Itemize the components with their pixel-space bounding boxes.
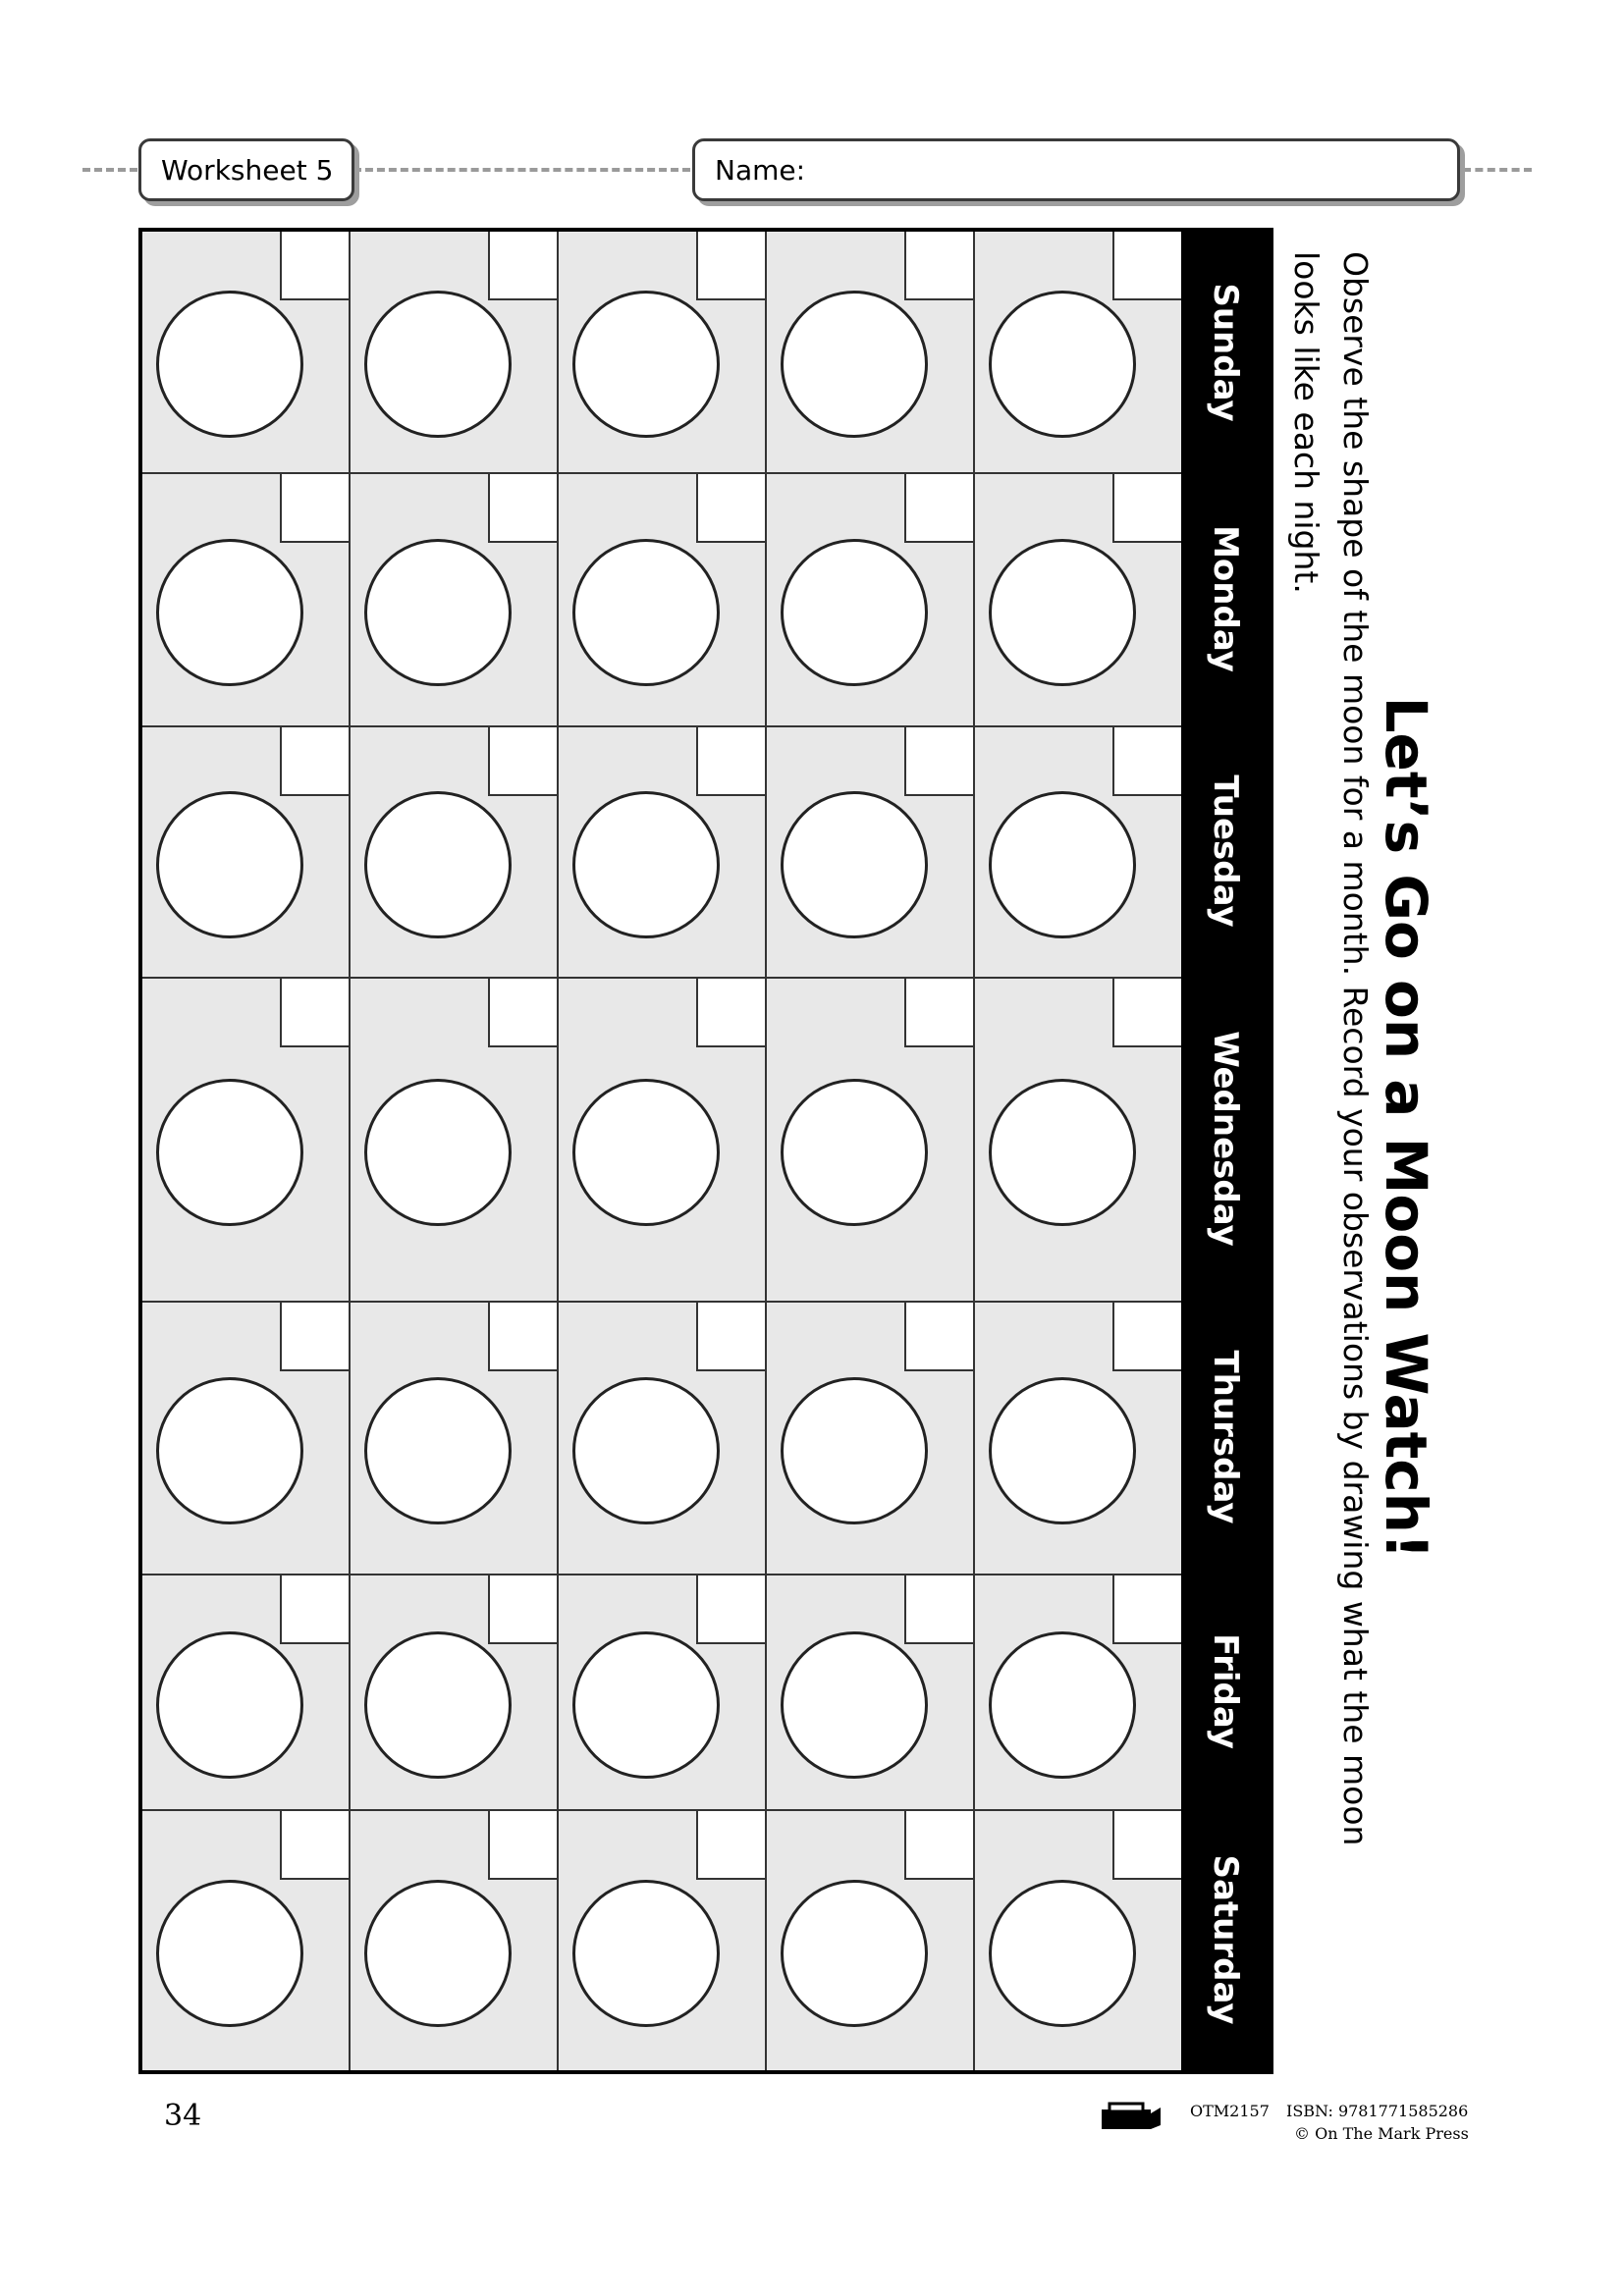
day-label-saturday: Saturday <box>1206 1854 1245 2025</box>
day-label-bar <box>1181 232 1270 2070</box>
moon-cell[interactable] <box>349 727 557 977</box>
moon-cell[interactable] <box>765 232 973 472</box>
day-row-thursday <box>142 1301 1181 1574</box>
moon-cell[interactable] <box>765 1575 973 1809</box>
date-box[interactable] <box>1112 1303 1181 1371</box>
moon-cell[interactable] <box>349 474 557 725</box>
date-box[interactable] <box>1112 979 1181 1047</box>
moon-drawing-circle[interactable] <box>364 791 512 938</box>
moon-cell[interactable] <box>142 232 349 472</box>
moon-cell[interactable] <box>142 1303 349 1574</box>
moon-drawing-circle[interactable] <box>572 291 720 438</box>
moon-drawing-circle[interactable] <box>781 291 928 438</box>
moon-drawing-circle[interactable] <box>989 1880 1136 2027</box>
date-box[interactable] <box>488 727 557 796</box>
moon-calendar-grid <box>138 228 1273 2074</box>
header-dash-left <box>82 168 137 172</box>
moon-drawing-circle[interactable] <box>989 791 1136 938</box>
moon-drawing-circle[interactable] <box>364 539 512 686</box>
moon-drawing-circle[interactable] <box>572 791 720 938</box>
moon-drawing-circle[interactable] <box>781 1079 928 1226</box>
date-box[interactable] <box>1112 232 1181 300</box>
moon-cell[interactable] <box>557 1303 765 1574</box>
moon-drawing-circle[interactable] <box>364 1377 512 1524</box>
date-box[interactable] <box>904 1303 973 1371</box>
date-box[interactable] <box>280 1303 349 1371</box>
moon-drawing-circle[interactable] <box>781 1631 928 1779</box>
moon-cell[interactable] <box>142 1575 349 1809</box>
moon-cell[interactable] <box>349 979 557 1301</box>
day-row-tuesday <box>142 725 1181 977</box>
moon-cell[interactable] <box>349 232 557 472</box>
page-number: 34 <box>164 2099 202 2133</box>
date-box[interactable] <box>696 232 765 300</box>
instructions-line-2: looks like each night. <box>1287 251 1326 594</box>
moon-drawing-circle[interactable] <box>989 291 1136 438</box>
date-box[interactable] <box>904 474 973 543</box>
date-box[interactable] <box>1112 727 1181 796</box>
day-row-wednesday <box>142 977 1181 1301</box>
date-box[interactable] <box>488 232 557 300</box>
moon-cell[interactable] <box>349 1575 557 1809</box>
date-box[interactable] <box>904 232 973 300</box>
date-box[interactable] <box>696 474 765 543</box>
moon-cell[interactable] <box>765 1811 973 2070</box>
worksheet-label-box <box>138 138 354 201</box>
moon-cell[interactable] <box>142 727 349 977</box>
moon-drawing-circle[interactable] <box>781 791 928 938</box>
moon-drawing-circle[interactable] <box>572 539 720 686</box>
moon-drawing-circle[interactable] <box>572 1079 720 1226</box>
moon-cell[interactable] <box>349 1811 557 2070</box>
day-row-monday <box>142 472 1181 725</box>
isbn: ISBN: 9781771585286 <box>1286 2102 1469 2120</box>
date-box[interactable] <box>488 979 557 1047</box>
date-box[interactable] <box>488 1575 557 1644</box>
moon-cell[interactable] <box>557 979 765 1301</box>
moon-cell[interactable] <box>973 979 1181 1301</box>
date-box[interactable] <box>280 1575 349 1644</box>
date-box[interactable] <box>488 474 557 543</box>
date-box[interactable] <box>488 1811 557 1880</box>
day-label-monday: Monday <box>1206 525 1245 672</box>
moon-cell[interactable] <box>973 727 1181 977</box>
date-box[interactable] <box>280 979 349 1047</box>
moon-cell[interactable] <box>765 979 973 1301</box>
date-box[interactable] <box>696 727 765 796</box>
moon-drawing-circle[interactable] <box>572 1631 720 1779</box>
date-box[interactable] <box>1112 1575 1181 1644</box>
worksheet-title: Let’s Go on a Moon Watch! <box>1373 696 1439 1560</box>
date-box[interactable] <box>280 1811 349 1880</box>
date-box[interactable] <box>904 979 973 1047</box>
day-row-friday <box>142 1574 1181 1809</box>
moon-cell[interactable] <box>557 727 765 977</box>
moon-drawing-circle[interactable] <box>989 1631 1136 1779</box>
day-label-sunday: Sunday <box>1206 283 1245 422</box>
moon-cell[interactable] <box>765 474 973 725</box>
moon-drawing-circle[interactable] <box>156 1079 303 1226</box>
moon-cell[interactable] <box>142 1811 349 2070</box>
moon-drawing-circle[interactable] <box>364 1631 512 1779</box>
date-box[interactable] <box>904 727 973 796</box>
moon-drawing-circle[interactable] <box>364 1079 512 1226</box>
moon-drawing-circle[interactable] <box>156 791 303 938</box>
moon-drawing-circle[interactable] <box>156 1880 303 2027</box>
date-box[interactable] <box>696 1811 765 1880</box>
moon-drawing-circle[interactable] <box>989 1079 1136 1226</box>
moon-cell[interactable] <box>349 1303 557 1574</box>
moon-drawing-circle[interactable] <box>156 539 303 686</box>
moon-cell[interactable] <box>973 1303 1181 1574</box>
moon-cell[interactable] <box>765 727 973 977</box>
moon-cell[interactable] <box>142 979 349 1301</box>
worksheet-label: Worksheet 5 <box>161 154 334 187</box>
header-dash-right <box>1463 168 1532 172</box>
moon-cell[interactable] <box>557 1575 765 1809</box>
date-box[interactable] <box>1112 1811 1181 1880</box>
moon-cell[interactable] <box>765 1303 973 1574</box>
day-row-sunday <box>142 232 1181 472</box>
date-box[interactable] <box>280 232 349 300</box>
product-code: OTM2157 <box>1190 2102 1270 2120</box>
moon-drawing-circle[interactable] <box>364 291 512 438</box>
moon-drawing-circle[interactable] <box>781 1880 928 2027</box>
moon-drawing-circle[interactable] <box>989 539 1136 686</box>
day-label-tuesday: Tuesday <box>1206 774 1245 928</box>
moon-cell[interactable] <box>973 1811 1181 2070</box>
moon-drawing-circle[interactable] <box>781 1377 928 1524</box>
moon-cell[interactable] <box>973 1575 1181 1809</box>
moon-drawing-circle[interactable] <box>781 539 928 686</box>
copyright: © On The Mark Press <box>1294 2124 1469 2143</box>
instructions-line-1: Observe the shape of the moon for a month. Record your observations by drawing what the moon <box>1336 251 1375 1846</box>
day-label-wednesday: Wednesday <box>1206 1031 1245 1247</box>
date-box[interactable] <box>1112 474 1181 543</box>
header-dash-middle <box>353 168 690 172</box>
date-box[interactable] <box>696 1303 765 1371</box>
moon-cell[interactable] <box>973 232 1181 472</box>
moon-cell[interactable] <box>973 474 1181 725</box>
moon-drawing-circle[interactable] <box>156 1377 303 1524</box>
publisher-logo-icon <box>1102 2102 1163 2131</box>
moon-drawing-circle[interactable] <box>156 1631 303 1779</box>
moon-cell[interactable] <box>557 474 765 725</box>
moon-cell[interactable] <box>142 474 349 725</box>
moon-cells <box>142 232 1181 2070</box>
date-box[interactable] <box>904 1575 973 1644</box>
date-box[interactable] <box>280 474 349 543</box>
date-box[interactable] <box>488 1303 557 1371</box>
name-field[interactable] <box>692 138 1460 201</box>
moon-cell[interactable] <box>557 1811 765 2070</box>
moon-drawing-circle[interactable] <box>572 1377 720 1524</box>
date-box[interactable] <box>696 1575 765 1644</box>
date-box[interactable] <box>696 979 765 1047</box>
day-label-friday: Friday <box>1206 1633 1245 1749</box>
name-label: Name: <box>715 154 806 187</box>
moon-drawing-circle[interactable] <box>572 1880 720 2027</box>
moon-drawing-circle[interactable] <box>364 1880 512 2027</box>
date-box[interactable] <box>904 1811 973 1880</box>
moon-drawing-circle[interactable] <box>989 1377 1136 1524</box>
moon-drawing-circle[interactable] <box>156 291 303 438</box>
day-row-saturday <box>142 1809 1181 2070</box>
moon-cell[interactable] <box>557 232 765 472</box>
day-label-thursday: Thursday <box>1206 1350 1245 1524</box>
date-box[interactable] <box>280 727 349 796</box>
